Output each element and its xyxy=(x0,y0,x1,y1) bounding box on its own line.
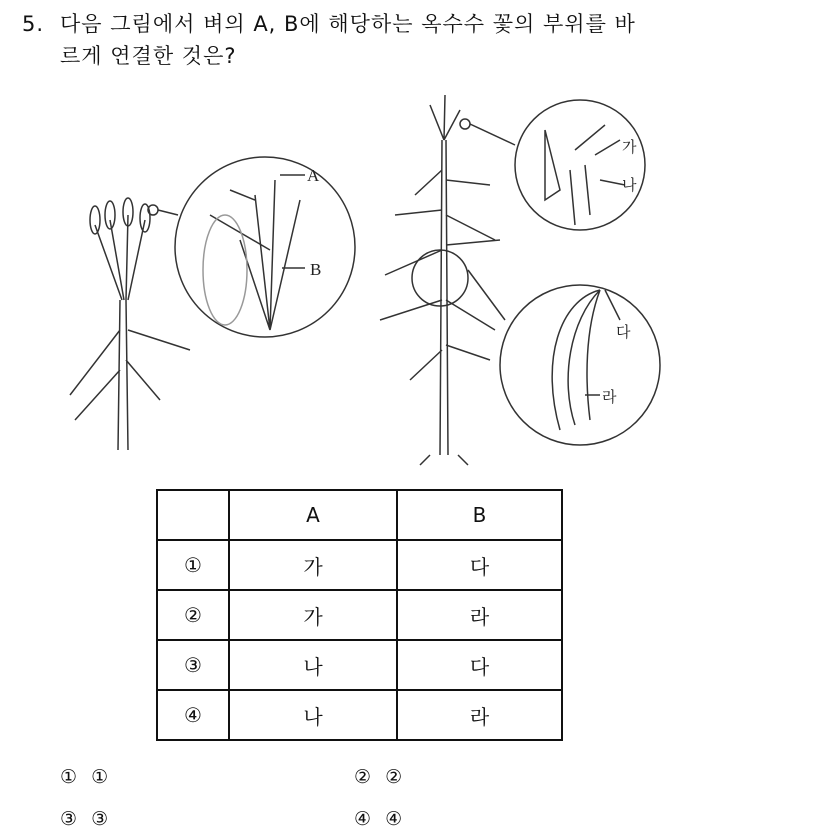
option-3[interactable]: ③ ③ xyxy=(60,808,113,830)
question-number: 5. xyxy=(22,12,45,36)
label-ga: 가 xyxy=(622,138,637,156)
corn-plant-drawing xyxy=(380,95,515,465)
table-row xyxy=(157,590,562,640)
answer-table xyxy=(156,489,563,741)
table-cell: 라 xyxy=(397,690,562,740)
corn-female-flower-magnified xyxy=(468,270,660,445)
question-text xyxy=(22,8,636,72)
table-cell: ① xyxy=(157,540,229,590)
table-cell: ④ xyxy=(157,690,229,740)
option-4[interactable]: ④ ④ xyxy=(354,808,407,830)
label-na: 나 xyxy=(622,176,637,194)
option-1[interactable]: ① ① xyxy=(60,766,113,788)
label-da: 다 xyxy=(616,323,631,341)
table-cell: 라 xyxy=(397,590,562,640)
table-cell: ③ xyxy=(157,640,229,690)
rice-flower-magnified xyxy=(175,157,355,337)
question-line-2: 르게 연결한 것은? xyxy=(60,44,237,68)
table-row xyxy=(157,640,562,690)
table-header-cell: B xyxy=(397,490,562,540)
table-cell: 다 xyxy=(397,640,562,690)
table-cell: ② xyxy=(157,590,229,640)
table-cell: 가 xyxy=(229,540,397,590)
table-row xyxy=(157,690,562,740)
table-cell: 나 xyxy=(229,690,397,740)
table-header-cell xyxy=(157,490,229,540)
corn-male-flower-magnified xyxy=(515,100,645,230)
table-cell: 가 xyxy=(229,590,397,640)
option-2[interactable]: ② ② xyxy=(354,766,407,788)
label-a: A xyxy=(307,166,320,185)
table-header-cell: A xyxy=(229,490,397,540)
label-b: B xyxy=(310,260,322,279)
label-ra: 라 xyxy=(602,388,617,406)
rice-corn-figure xyxy=(0,80,826,480)
table-row xyxy=(157,540,562,590)
question-line-1: 다음 그림에서 벼의 A, B에 해당하는 옥수수 꽃의 부위를 바 xyxy=(60,12,636,36)
rice-plant-drawing xyxy=(70,198,190,450)
table-header-row xyxy=(157,490,562,540)
table-cell: 나 xyxy=(229,640,397,690)
table-cell: 다 xyxy=(397,540,562,590)
